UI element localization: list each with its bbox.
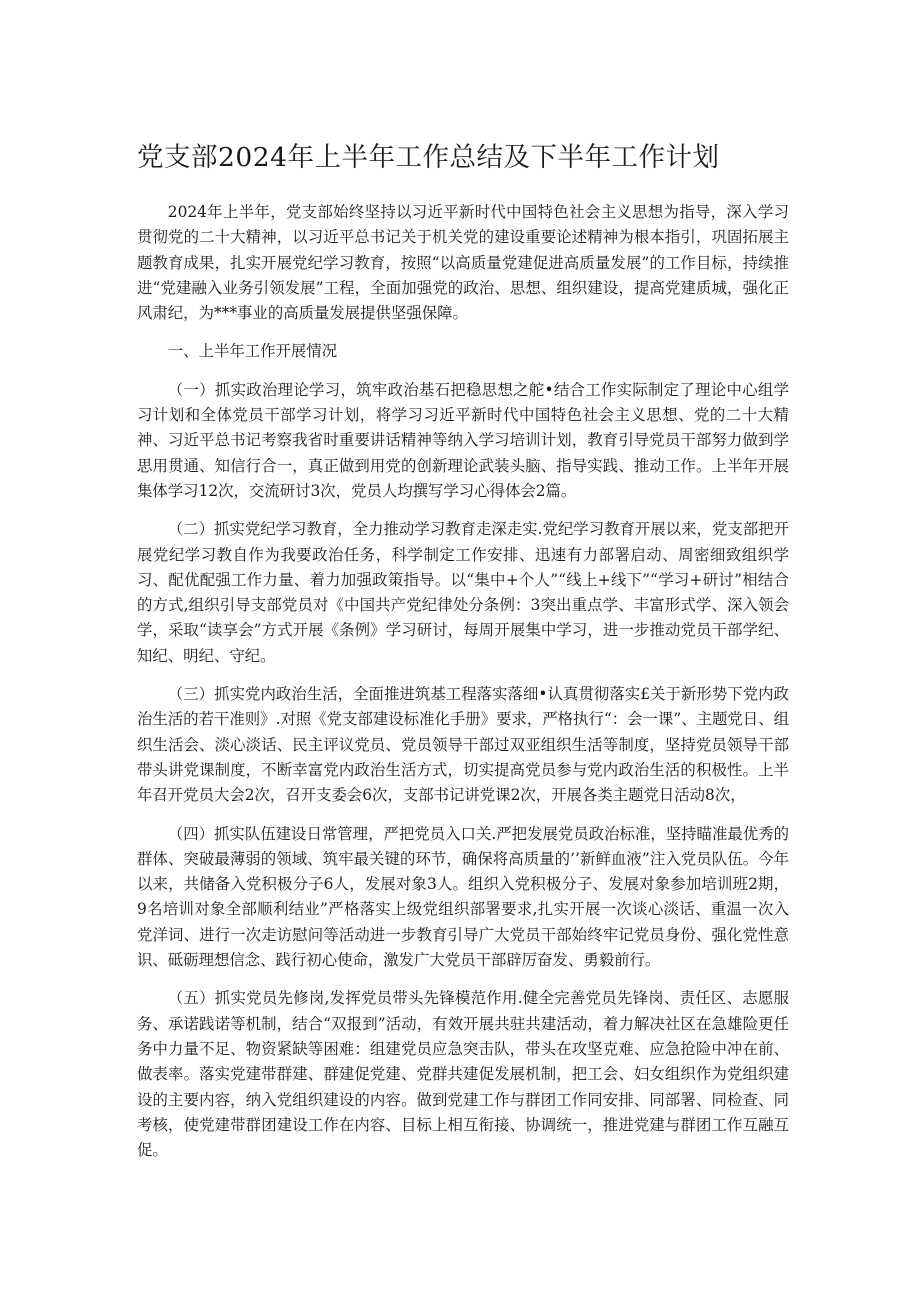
intro-paragraph: 2024年上半年，党支部始终坚持以习近平新时代中国特色社会主义思想为指导，深入学习贯彻党的二十大精神，以习近平总书记关于机关党的建设重要论述精神为根本指引，巩固拓展主题教育成果，扎实开展党纪学习教育，按照“以高质量党建促进高质量发展”的工作目标，持续推进“党建融入业务引领发展”工程，全面加强党的政治、思想、组织建设，提高党建质城，强化正风肃纪，为***事业的高质量发展提供坚强保障。 — [137, 203, 789, 323]
item-paragraph-4: （四）抓实队伍建设日常管理，严把党员入口关.严把发展党员政治标准，坚持瞄准最优秀的群体、突破最薄弱的领域、筑牢最关键的环节，确保将高质量的’’新鲜血液”注入党员队伍。今年以来，共储备入党积极分子6人，发展对象3人。组织入党积极分子、发展对象参加培训班2期，9名培训对象全部顺利结业”严格落实上级党组织部署要求,扎实开展一次谈心淡话、重温一次入党洋词、进行一次走访慰问等活动进一步教育引导广大党员干部始终牢记党员身份、强化党性意识、砥砺理想信念、践行初心使命，激发广大党员干部辟厉奋发、勇毅前行。 — [137, 824, 789, 970]
item-paragraph-5: （五）抓实党员先修岗,发挥党员带头先锋模范作用.健全完善党员先锋岗、责任区、志愿服务、承诺践诺等机制，结合“双报到”活动，有效开展共驻共建活动，着力解决社区在急雄险更任务中力量不足、物资紧缺等困难：组建党员应急突击队，带头在攻坚克难、应急抢险中冲在前、做表率。落实党建带群建、群建促党建、党群共建促发展机制，把工会、妇女组织作为党组织建设的主要内容，纳入党组织建设的内容。做到党建工作与群团工作同安排、同部署、同检查、同考核，使党建带群团建设工作在内容、目标上相互衔接、协调统一，推进党建与群团工作互融互促。 — [137, 989, 789, 1160]
item-paragraph-3: （三）抓实党内政治生活，全面推进筑基工程落实落细•认真贯彻落实£关于新形势下党内政治生活的若干准则》.对照《党支部建设标准化手册》要求，严格执行“：会一课”、主题党日、组织生活会、淡心淡话、民主评议党员、党员领导干部过双亚组织生活等制度，坚持党员领导干部带头讲党课制度，不断幸富党内政治生活方式，切实提高党员参与党内政治生活的积极性。上半年召开党员大会2次，召开支委会6次，支部书记讲党课2次，开展各类主题党日活动8次， — [137, 685, 789, 805]
section-heading-first-half: 一、上半年工作开展情况 — [167, 342, 338, 361]
item-paragraph-2: （二）抓实党纪学习教育，全力推动学习教育走深走实.党纪学习教育开展以来，党支部把开展党纪学习教自作为我要政治任务，科学制定工作安排、迅速有力部署启动、周密细致组织学习、配优配强工作力量、着力加强政策指导。以“集中+个人”“线上+线下”“学习+研讨”相结合的方式,组织引导支部党员对《中国共产党纪律处分条例：3突出重点学、丰富形式学、深入领会学，采取“读享会”方式开展《条例》学习研讨，每周开展集中学习，进一步推动党员干部学纪、知纪、明纪、守纪。 — [137, 520, 789, 665]
document-page — [137, 138, 789, 1176]
item-paragraph-1: （一）抓实政治理论学习，筑牢政治基石把稳思想之舵•结合工作实际制定了理论中心组学习计划和全体党员干部学习计划，将学习习近平新时代中国特色社会主义思想、党的二十大精神、习近平总书记考察我省时重要讲话精神等纳入学习培训计划，教育引导党员干部努力做到学思用贯通、知信行合一，真正做到用党的创新理论武装头脑、指导实践、推动工作。上半年开展集体学习12次，交流研讨3次，党员人均撰写学习心得体会2篇。 — [137, 380, 789, 500]
document-title: 党支部2024年上半年工作总结及下半年工作计划 — [137, 142, 720, 173]
